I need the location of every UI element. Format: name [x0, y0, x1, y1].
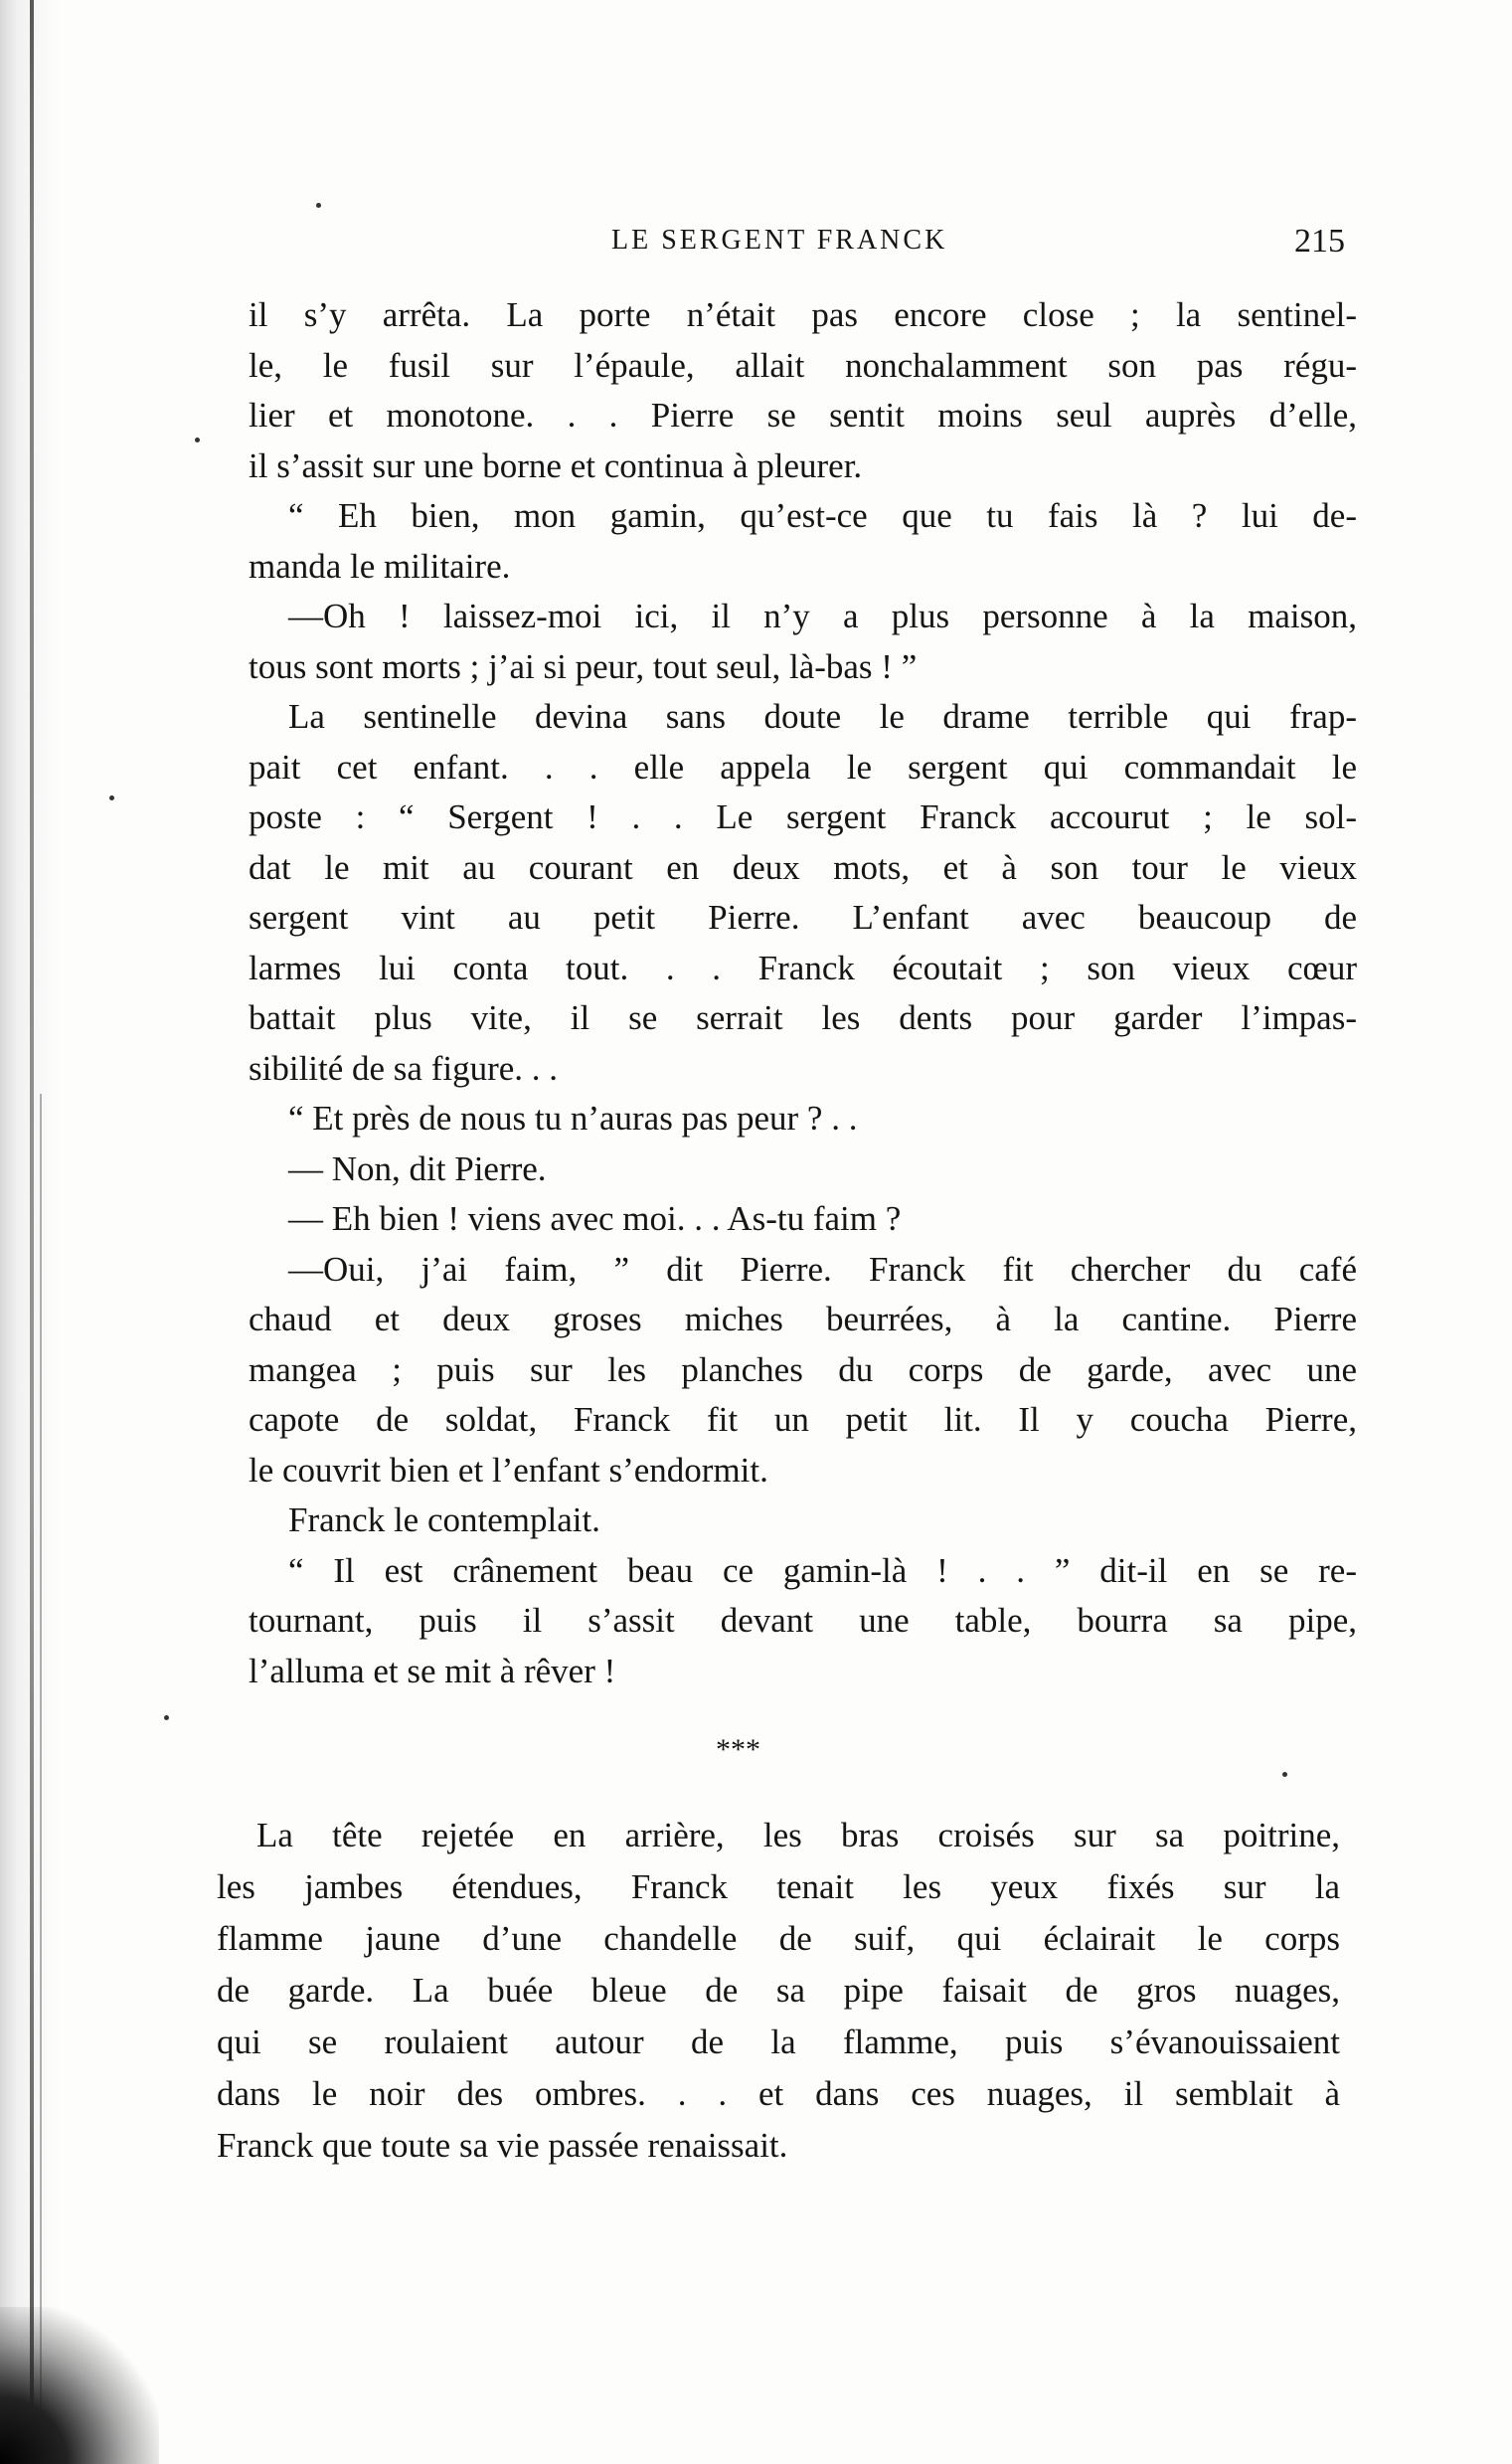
ink-speck [164, 1715, 169, 1720]
text-line: de garde. La buée bleue de sa pipe faisait de gros nuages, [217, 1971, 1340, 2010]
page-number: 215 [1294, 223, 1345, 260]
binding-line-secondary [40, 1094, 42, 2464]
running-header [0, 225, 1512, 264]
text-line: il s’y arrêta. La porte n’était pas encore close ; la sentinel- [249, 295, 1357, 334]
text-line: il s’assit sur une borne et continua à pleurer. [249, 445, 863, 485]
text-line: — Eh bien ! viens avec moi. . . As-tu faim ? [288, 1199, 902, 1238]
text-line: sibilité de sa figure. . . [249, 1048, 559, 1088]
running-title: LE SERGENT FRANCK [611, 225, 948, 256]
text-line: sergent vint au petit Pierre. L’enfant avec beaucoup de [249, 898, 1357, 937]
text-line: Franck que toute sa vie passée renaissait. [217, 2126, 788, 2165]
ink-speck [316, 203, 321, 208]
page-edge-shadow [0, 0, 70, 2464]
text-line: battait plus vite, il se serrait les dents pour garder l’impas- [249, 998, 1357, 1037]
text-line: larmes lui conta tout. . . Franck écoutait ; son vieux cœur [249, 948, 1357, 987]
body-text-second-section [217, 1810, 1340, 2172]
text-line: le, le fusil sur l’épaule, allait nonchalamment son pas régu- [249, 345, 1357, 385]
text-line: flamme jaune d’une chandelle de suif, qui éclairait le corps [217, 1919, 1340, 1958]
text-line: —Oui, j’ai faim, ” dit Pierre. Franck fit chercher du café [288, 1249, 1357, 1289]
text-line: capote de soldat, Franck fit un petit lit. Il y coucha Pierre, [249, 1400, 1357, 1439]
text-line: —Oh ! laissez-moi ici, il n’y a plus personne à la maison, [288, 597, 1357, 635]
text-line: manda le militaire. [249, 546, 511, 586]
text-line: “ Et près de nous tu n’auras pas peur ? . . [288, 1099, 858, 1138]
text-line: La tête rejetée en arrière, les bras croisés sur sa poitrine, [256, 1816, 1340, 1854]
text-line: lier et monotone. . . Pierre se sentit moins seul auprès d’elle, [249, 396, 1357, 435]
text-line: les jambes étendues, Franck tenait les yeux fixés sur la [217, 1867, 1340, 1906]
text-line: l’alluma et se mit à rêver ! [249, 1651, 616, 1690]
corner-ink-smudge [0, 2307, 159, 2464]
text-line: tous sont morts ; j’ai si peur, tout seul, là-bas ! ” [249, 646, 918, 686]
text-line: La sentinelle devina sans doute le drame terrible qui frap- [288, 697, 1357, 736]
ink-speck [195, 438, 200, 442]
binding-line [30, 0, 34, 2464]
text-line: — Non, dit Pierre. [288, 1148, 547, 1188]
text-line: dat le mit au courant en deux mots, et à son tour le vieux [249, 847, 1357, 887]
text-line: “ Il est crânement beau ce gamin-là ! . . ” dit-il en se re- [288, 1550, 1357, 1590]
text-line: poste : “ Sergent ! . . Le sergent Franck accourut ; le sol- [249, 797, 1357, 836]
text-line: le couvrit bien et l’enfant s’endormit. [249, 1450, 768, 1490]
text-line: “ Eh bien, mon gamin, qu’est-ce que tu fais là ? lui de- [288, 496, 1357, 535]
text-line: mangea ; puis sur les planches du corps de garde, avec une [249, 1349, 1357, 1389]
ink-speck [109, 795, 114, 800]
body-text [249, 290, 1357, 1696]
text-line: Franck le contemplait. [288, 1500, 600, 1539]
text-line: chaud et deux groses miches beurrées, à la cantine. Pierre [249, 1300, 1357, 1338]
text-line: tournant, puis il s’assit devant une table, bourra sa pipe, [249, 1601, 1357, 1640]
text-line: qui se roulaient autour de la flamme, puis s’évanouissaient [217, 2023, 1340, 2061]
text-line: dans le noir des ombres. . . et dans ces nuages, il semblait à [217, 2074, 1340, 2113]
text-line: pait cet enfant. . . elle appela le sergent qui commandait le [249, 747, 1357, 787]
section-separator: *** [716, 1733, 760, 1766]
ink-speck [1282, 1772, 1287, 1777]
